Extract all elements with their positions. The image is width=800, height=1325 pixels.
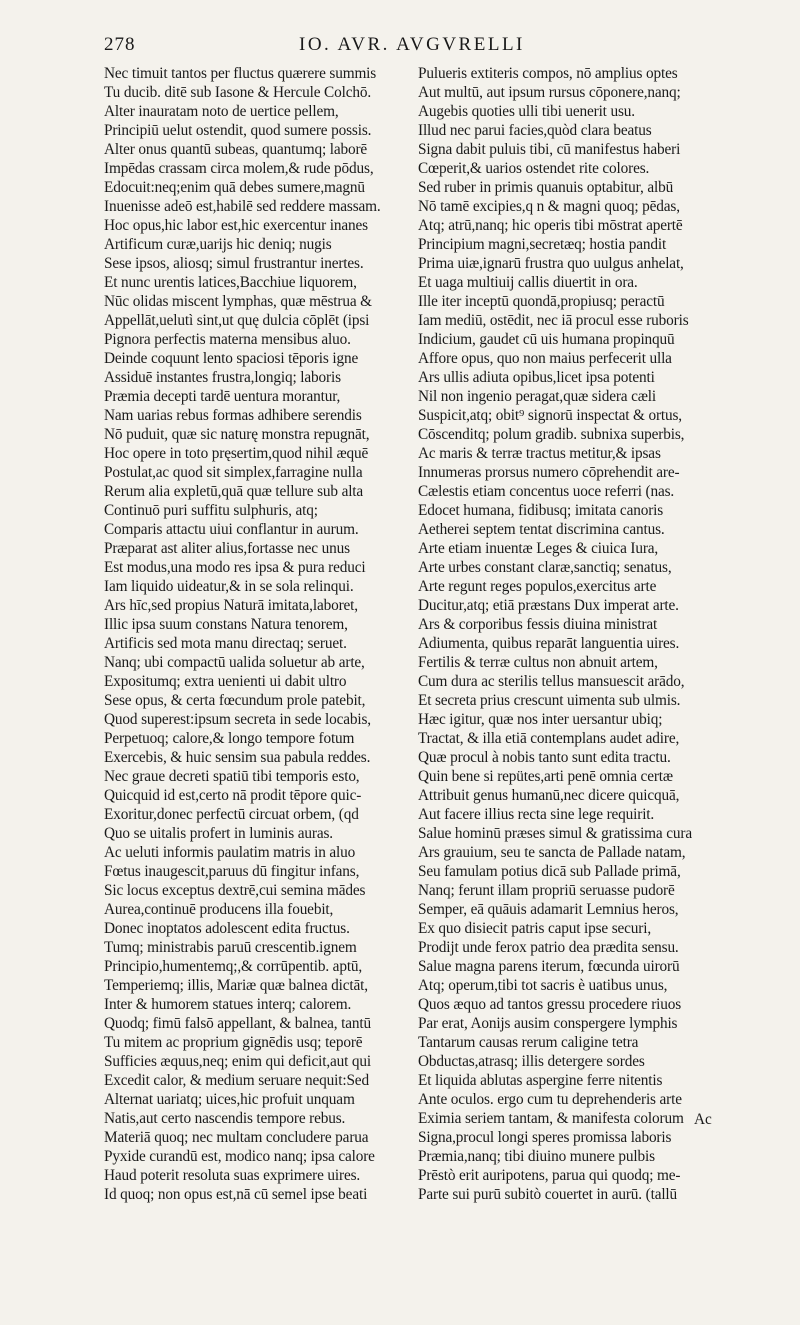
verse-line: Ac ueluti informis paulatim matris in aluo: [104, 844, 356, 861]
verse-line: Tu ducib. ditē sub Iasone & Hercule Colchō.: [104, 84, 372, 101]
verse-line: Salue magna parens iterum, fœcunda uirorū: [418, 958, 680, 975]
verse-line: Expositumq; extra uenienti ui dabit ultro: [104, 673, 347, 690]
verse-line: Edocet humana, fidibusq; imitata canoris: [418, 502, 664, 519]
verse-line: Pulueris extiteris compos, nō amplius optes: [418, 65, 678, 82]
verse-line: Quo se uitalis profert in luminis auras.: [104, 825, 333, 842]
verse-line: Affore opus, quo non maius perfecerit ulla: [418, 350, 672, 367]
verse-line: Hæc igitur, quæ nos inter uersantur ubiq;: [418, 711, 663, 728]
verse-line: Et nunc urentis latices,Bacchiue liquorem,: [104, 274, 357, 291]
verse-line: Cōscenditq; polum gradib. subnixa superbis,: [418, 426, 685, 443]
verse-line: Materiā quoq; nec multam concludere parua: [104, 1129, 369, 1146]
verse-line: Et uaga multiuij callis diuertit in ora.: [418, 274, 638, 291]
verse-line: Ex quo disiecit patris caput ipse securi,: [418, 920, 652, 937]
verse-line: Ante oculos. ergo cum tu deprehenderis arte: [418, 1091, 682, 1108]
verse-line: Aurea,continuē producens illa fouebit,: [104, 901, 334, 918]
verse-line: Signa dabit puluis tibi, cū manifestus haberi: [418, 141, 681, 158]
verse-line: Cælestis etiam concentus uoce referri (nas.: [418, 483, 675, 500]
verse-line: Illic ipsa suum constans Natura tenorem,: [104, 616, 348, 633]
verse-line: Iam liquido uideatur,& in se sola relinqui.: [104, 578, 354, 595]
verse-line: Alter inauratam noto de uertice pellem,: [104, 103, 339, 120]
verse-line: Nil non ingenio peragat,quæ sidera cæli: [418, 388, 656, 405]
verse-line: Ac maris & terræ tractus metitur,& ipsas: [418, 445, 661, 462]
verse-line: Obductas,atrasq; illis detergere sordes: [418, 1053, 645, 1070]
verse-line: Parte sui purū subitò couertet in aurū. (tallū: [418, 1186, 678, 1203]
left-text-column: [104, 64, 402, 1204]
verse-line: Prima uiæ,ignarū frustra quo uulgus anhelat,: [418, 255, 684, 272]
verse-line: Nūc olidas miscent lymphas, quæ mēstrua &: [104, 293, 372, 310]
verse-line: Nanq; ubi compactū ualida soluetur ab arte,: [104, 654, 365, 671]
page-header: [104, 34, 744, 60]
verse-line: Tractat, & illa etiā contemplans audet adire,: [418, 730, 680, 747]
verse-line: Ars ullis adiuta opibus,licet ipsa potenti: [418, 369, 655, 386]
verse-line: Salue hominū præses simul & gratissima cura: [418, 825, 692, 842]
verse-line: Quin bene si repütes,arti penē omnia certæ: [418, 768, 673, 785]
verse-line: Sed ruber in primis quanuis optabitur, albū: [418, 179, 674, 196]
verse-line: Signa,procul longi speres promissa laboris: [418, 1129, 672, 1146]
verse-line: Seu famulam potius dicā sub Pallade primā,: [418, 863, 681, 880]
verse-line: Fertilis & terræ cultus non abnuit artem,: [418, 654, 658, 671]
verse-line: Continuō puri suffitu sulphuris, atq;: [104, 502, 318, 519]
verse-line: Præmia,nanq; tibi diuino munere pulbis: [418, 1148, 655, 1165]
verse-line: Indicium, gaudet cū uis humana propinquū: [418, 331, 675, 348]
verse-line: Suspicit,atq; obit⁹ signorū inspectat & ortus,: [418, 407, 682, 424]
verse-line: Et secreta prius crescunt uimenta sub ulmis.: [418, 692, 681, 709]
verse-line: Præparat ast aliter alius,fortasse nec unus: [104, 540, 350, 557]
verse-line: Perpetuoq; calore,& longo tempore fotum: [104, 730, 355, 747]
verse-line: Quod superest:ipsum secreta in sede locabis,: [104, 711, 371, 728]
verse-line: Quodq; fimū falsō appellant, & balnea, tantū: [104, 1015, 371, 1032]
verse-line: Tantarum causas rerum caligine tetra: [418, 1034, 639, 1051]
verse-line: Cum dura ac sterilis tellus mansuescit arādo,: [418, 673, 685, 690]
verse-line: Principiū uelut ostendit, quod sumere possis.: [104, 122, 372, 139]
verse-line: Sese opus, & certa fœcundum prole patebit,: [104, 692, 366, 709]
verse-line: Appellāt,uelutì sint,ut quę dulcia cōplēt (ipsi: [104, 312, 370, 329]
verse-line: Temperiemq; illis, Mariæ quæ balnea dictāt,: [104, 977, 368, 994]
verse-line: Nam uarias rebus formas adhibere serendis: [104, 407, 362, 424]
verse-line: Comparis attactu uiui conflantur in aurum.: [104, 521, 359, 538]
running-title: IO. AVR. AVGVRELLI: [299, 34, 525, 55]
verse-line: Tumq; ministrabis paruū crescentib.ignem: [104, 939, 357, 956]
verse-line: Rerum alia expletū,quā quæ tellure sub alta: [104, 483, 364, 500]
verse-line: Artificum curæ,uarijs hic deniq; nugis: [104, 236, 332, 253]
verse-line: Atq; operum,tibi tot sacris è uatibus unus,: [418, 977, 668, 994]
verse-line: Nō tamē excipies,q n & magni quoq; pēdas,: [418, 198, 680, 215]
verse-line: Arte etiam inuentæ Leges & ciuica Iura,: [418, 540, 659, 557]
verse-line: Hoc opus,hic labor est,hic exercentur inanes: [104, 217, 368, 234]
verse-line: Aut multū, aut ipsum rursus cōponere,nanq;: [418, 84, 681, 101]
verse-line: Semper, eā quāuis adamarit Lemnius heros,: [418, 901, 679, 918]
verse-line: Ars hīc,sed propius Naturā imitata,laboret,: [104, 597, 358, 614]
verse-line: Arte regunt reges populos,exercitus arte: [418, 578, 657, 595]
verse-line: Et liquida ablutas aspergine ferre nitentis: [418, 1072, 663, 1089]
verse-line: Impēdas crassam circa molem,& rude pōdus,: [104, 160, 374, 177]
right-text-column: [418, 64, 740, 1204]
verse-line: Est modus,una modo res ipsa & pura reduci: [104, 559, 366, 576]
verse-line: Tu mitem ac proprium gignēdis usq; teporē: [104, 1034, 363, 1051]
verse-line: Id quoq; non opus est,nā cū semel ipse beati: [104, 1186, 368, 1203]
verse-line: Nanq; ferunt illam propriū seruasse pudorē: [418, 882, 675, 899]
verse-line: Aut facere illius recta sine lege requirit.: [418, 806, 655, 823]
verse-line: Nō puduit, quæ sic naturę monstra repugnāt,: [104, 426, 370, 443]
verse-line: Ducitur,atq; etiā præstans Dux imperat arte.: [418, 597, 679, 614]
verse-line: Nec timuit tantos per fluctus quærere summis: [104, 65, 377, 82]
page-number: 278: [104, 34, 136, 55]
verse-line: Ille iter inceptū quondā,propiusq; peractū: [418, 293, 665, 310]
verse-line: Deinde coquunt lento spaciosi tēporis igne: [104, 350, 359, 367]
verse-line: Cœperit,& uarios ostendet rite colores.: [418, 160, 650, 177]
verse-line: Eximia seriem tantam, & manifesta colorum: [418, 1110, 684, 1127]
verse-line: Pignora perfectis materna mensibus aluo.: [104, 331, 351, 348]
verse-line: Atq; atrū,nanq; hic operis tibi mōstrat apertē: [418, 217, 683, 234]
verse-line: Prēstò erit auripotens, parua qui quodq; me-: [418, 1167, 681, 1184]
verse-line: Ars & corporibus fessis diuina ministrat: [418, 616, 658, 633]
verse-line: Ars grauium, seu te sancta de Pallade natam,: [418, 844, 686, 861]
verse-line: Pyxide curandū est, modico nanq; ipsa calore: [104, 1148, 375, 1165]
verse-line: Principium magni,secretæq; hostia pandit: [418, 236, 667, 253]
verse-line: Exercebis, & huic sensim sua pabula reddes.: [104, 749, 371, 766]
verse-line: Aetherei septem tentat discrimina cantus.: [418, 521, 665, 538]
verse-line: Inter & humorem statues interq; calorem.: [104, 996, 352, 1013]
verse-line: Haud poterit resoluta suas exprimere uires.: [104, 1167, 361, 1184]
verse-line: Nec graue decreti spatiū tibi temporis esto,: [104, 768, 360, 785]
verse-line: Alter onus quantū subeas, quantumq; laborē: [104, 141, 368, 158]
verse-line: Sese ipsos, aliosq; simul frustrantur inertes.: [104, 255, 364, 272]
verse-line: Quos æquo ad tantos gressu procedere riuos: [418, 996, 682, 1013]
verse-line: Illud nec parui facies,quòd clara beatus: [418, 122, 652, 139]
catchword: Ac: [694, 1111, 712, 1128]
verse-line: Postulat,ac quod sit simplex,farragine nulla: [104, 464, 363, 481]
verse-line: Excedit calor, & medium seruare nequit:Sed: [104, 1072, 369, 1089]
verse-line: Alternat uariatq; uices,hic profuit unquam: [104, 1091, 355, 1108]
verse-line: Fœtus inaugescit,paruus dū fingitur infans,: [104, 863, 360, 880]
verse-line: Edocuit:neq;enim quā debes sumere,magnū: [104, 179, 365, 196]
verse-line: Inuenisse adeō est,habilē sed reddere massam.: [104, 198, 381, 215]
verse-line: Præmia decepti tardē uentura morantur,: [104, 388, 341, 405]
verse-line: Par erat, Aonijs ausim conspergere lymphis: [418, 1015, 678, 1032]
verse-line: Exoritur,donec perfectū circuat orbem, (qd: [104, 806, 359, 823]
verse-line: Sic locus exceptus dextrē,cui semina mādes: [104, 882, 366, 899]
verse-line: Prodijt unde ferox patrio dea prædita sensu.: [418, 939, 679, 956]
verse-line: Hoc opere in toto pręsertim,quod nihil æquē: [104, 445, 369, 462]
verse-line: Iam mediū, ostēdit, nec iā procul esse ruboris: [418, 312, 689, 329]
verse-line: Augebis quoties ulli tibi uenerit usu.: [418, 103, 635, 120]
verse-line: Adiumenta, quibus reparāt languentia uires.: [418, 635, 680, 652]
verse-line: Quæ procul à nobis tanto sunt edita tractu.: [418, 749, 671, 766]
verse-line: Artificis sed mota manu directaq; seruet.: [104, 635, 347, 652]
verse-line: Innumeras prorsus numero cōprehendit are-: [418, 464, 680, 481]
verse-line: Sufficies æquus,neq; enim qui deficit,aut qui: [104, 1053, 371, 1070]
verse-line: Arte urbes constant claræ,sanctiq; senatus,: [418, 559, 672, 576]
verse-line: Principio,humentemq;,& corrūpentib. aptū,: [104, 958, 363, 975]
verse-line: Assiduē instantes frustra,longiq; laboris: [104, 369, 341, 386]
verse-line: Attribuit genus humanū,nec dicere quicquā,: [418, 787, 680, 804]
verse-line: Natis,aut certo nascendis tempore rebus.: [104, 1110, 346, 1127]
verse-line: Quicquid id est,certo nā prodit tēpore quic-: [104, 787, 362, 804]
verse-line: Donec inoptatos adolescent edita fructus.: [104, 920, 350, 937]
